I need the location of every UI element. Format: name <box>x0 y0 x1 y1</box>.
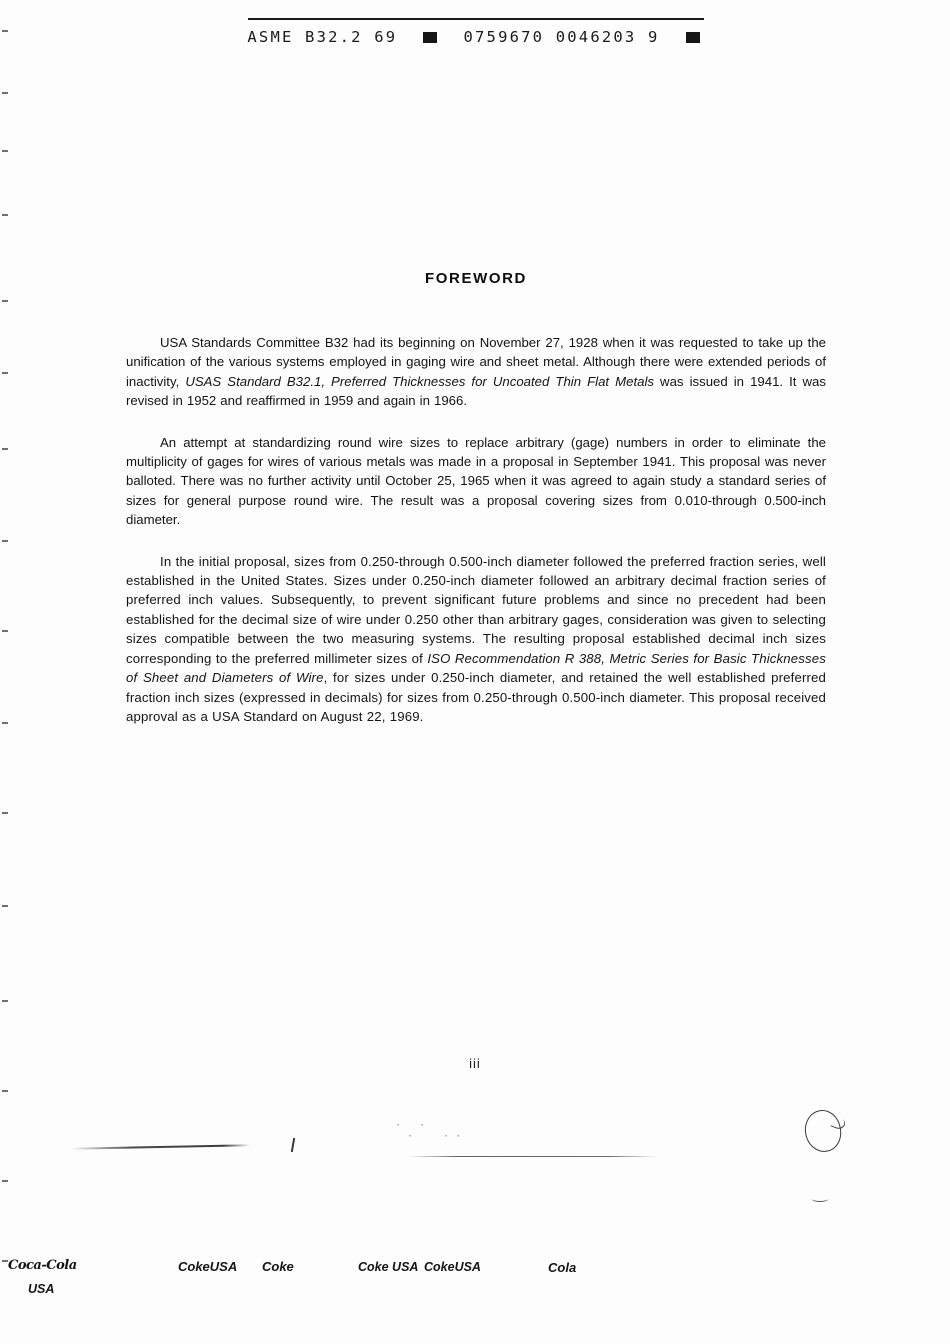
watermark-cokeusa-1: CokeUSA <box>178 1259 238 1274</box>
watermark-cola: Cola <box>548 1260 577 1275</box>
scan-artifact-middle: · · · · · <box>395 1120 462 1142</box>
barcode-number: 0759670 0046203 9 <box>463 28 660 46</box>
paragraph-1 <box>126 333 826 411</box>
paragraph-3-run-3: , for sizes under 0.250-inch diameter, and retained the well established preferred fraction inch sizes (expressed in decimals) for sizes from 0.250-through 0.500-inch diameter. This proposal received approval as a USA Standard on August 22, 1969. <box>126 670 827 724</box>
paragraph-2 <box>126 433 826 530</box>
watermark-coke-usa: Coke USA <box>358 1260 419 1274</box>
page-number: iii <box>469 1056 481 1071</box>
document-body <box>126 270 826 748</box>
paragraph-1-run-2-italic: USAS Standard B32.1, Preferred Thicknesses for Uncoated Thin Flat Metals <box>185 373 654 389</box>
scan-artifact-ring-dash <box>812 1196 828 1202</box>
bottom-watermark-row <box>0 1258 950 1328</box>
scan-edge-marks <box>0 0 14 1344</box>
barcode-rule <box>248 18 704 20</box>
paragraph-1-run-1: USA Standards Committee B32 had its beginning on November 27, 1928 when it was requested to take up the unification of the various systems employed in gaging wire and sheet metal. Although there were extended periods of inactivity, <box>126 335 826 389</box>
watermark-coke: Coke <box>262 1259 294 1274</box>
paragraph-3-run-2-italic: ISO Recommendation R 388, Metric Series for Basic Thicknesses of Sheet and Diameters of Wire <box>126 650 826 686</box>
watermark-coca-cola: Coca-Cola <box>8 1258 77 1273</box>
barcode-block-icon <box>423 32 437 43</box>
barcode-standard-id: ASME B32.2 69 <box>247 28 398 46</box>
page-title: FOREWORD <box>425 270 527 287</box>
scan-artifact-ring <box>802 1108 843 1155</box>
scan-artifact-rule <box>408 1156 658 1157</box>
paragraph-3-run-1: In the initial proposal, sizes from 0.250-through 0.500-inch diameter followed the preferred fraction series, well established in the United States. Sizes under 0.250-inch diameter followed an arbitrary decimal fraction series of preferred inch values. Subsequently, to prevent significant future problems and since no precedent had been established for the decimal size of wire under 0.250 other than arbitrary gages, consideration was given to selecting sizes compatible between the two measuring systems. The resulting proposal established decimal inch sizes corresponding to the preferred millimeter sizes of <box>126 553 826 666</box>
watermark-usa: USA <box>28 1282 55 1296</box>
scan-artifact-left <box>60 1138 260 1156</box>
paragraph-3 <box>126 552 826 727</box>
paragraph-2-run-1: An attempt at standardizing round wire sizes to replace arbitrary (gage) numbers in order to eliminate the multiplicity of gages for wires of various metals was made in a proposal in September 1941. This proposal was never balloted. There was no further activity until October 25, 1965 when it was agreed to again study a standard series of sizes for general purpose round wire. The result was a proposal covering sizes from 0.010-through 0.500-inch diameter. <box>126 434 826 528</box>
scan-artifact-ring-tail <box>830 1116 846 1131</box>
watermark-cokeusa-2: CokeUSA <box>424 1260 481 1274</box>
paragraph-1-run-3: was issued in 1941. It was revised in 1952 and reaffirmed in 1959 and again in 1966. <box>126 373 826 409</box>
barcode-block-icon <box>686 32 700 43</box>
barcode-text <box>0 28 950 46</box>
